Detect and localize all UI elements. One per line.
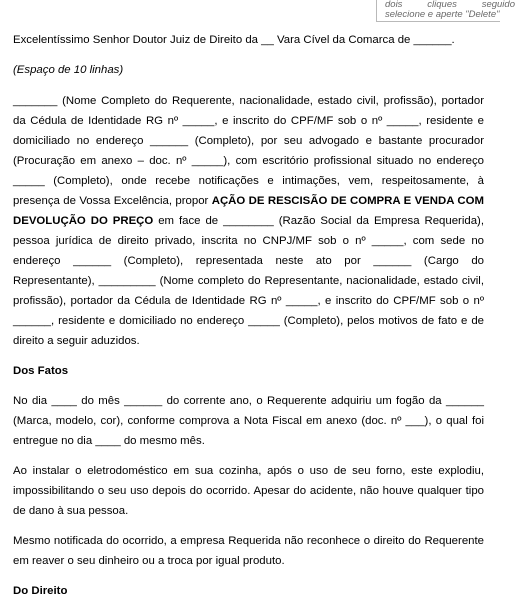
instruction-note-line1: dois cliques seguido (385, 0, 515, 10)
action-title: AÇÃO DE RESCISÃO DE COMPRA E VENDA COM DEVOLUÇÃO DO PREÇO (13, 195, 484, 227)
intro-text-after: em face de ________ (Razão Social da Empresa Requerida), pessoa jurídica de direito privado, inscrita no CNPJ/MF sob o nº _____, com sede no endereço ______ (Completo), representada neste ato por ______ (Cargo do Representante), _________ (Nome completo do Representante, nacionalidade, estado civil, profissão), portador da Cédula de Identidade RG nº _____, e inscrito do CPF/MF sob o nº ______, residente e domiciliado no endereço _____ (Completo), pelos motivos de fato e de direito a seguir aduzidos. (13, 215, 484, 347)
facts-paragraph-3: Mesmo notificada do ocorrido, a empresa Requerida não reconhece o direito do Requerente em reaver o seu dinheiro ou a troca por igual produto. (13, 535, 484, 567)
facts-paragraph-1: No dia ____ do mês ______ do corrente ano, o Requerente adquiriu um fogão da ______ (Marca, modelo, cor), conforme comprova a Nota Fiscal em anexo (doc. nº ___), o qual foi entregue no dia ____ do mesmo mês. (13, 395, 484, 447)
instruction-note (376, 0, 515, 22)
instruction-note-line2: selecione e aperte "Delete" (385, 9, 500, 20)
salutation: Excelentíssimo Senhor Doutor Juiz de Direito da __ Vara Cível da Comarca de ______. (13, 34, 455, 46)
intro-paragraph (13, 91, 484, 351)
document-body (13, 30, 484, 611)
intro-text-before: _______ (Nome Completo do Requerente, nacionalidade, estado civil, profissão), portador da Cédula de Identidade RG nº _____, e inscrito do CPF/MF sob o nº _____, residente e domiciliado no endereço ______ (Completo), por seu advogado e bastante procurador (Procuração em anexo – doc. nº _____), com escritório profissional situado no endereço _____ (Completo), onde recebe notificações e intimações, vem, respeitosamente, à presença de Vossa Excelência, propor (13, 95, 484, 207)
space-note: (Espaço de 10 linhas) (13, 64, 124, 76)
facts-paragraph-2: Ao instalar o eletrodoméstico em sua cozinha, após o uso de seu forno, este explodiu, impossibilitando o seu uso depois do ocorrido. Apesar do acidente, não houve qualquer tipo de dano à sua pessoa. (13, 465, 484, 517)
section-title-facts: Dos Fatos (13, 365, 69, 377)
section-title-law: Do Direito (13, 585, 68, 597)
